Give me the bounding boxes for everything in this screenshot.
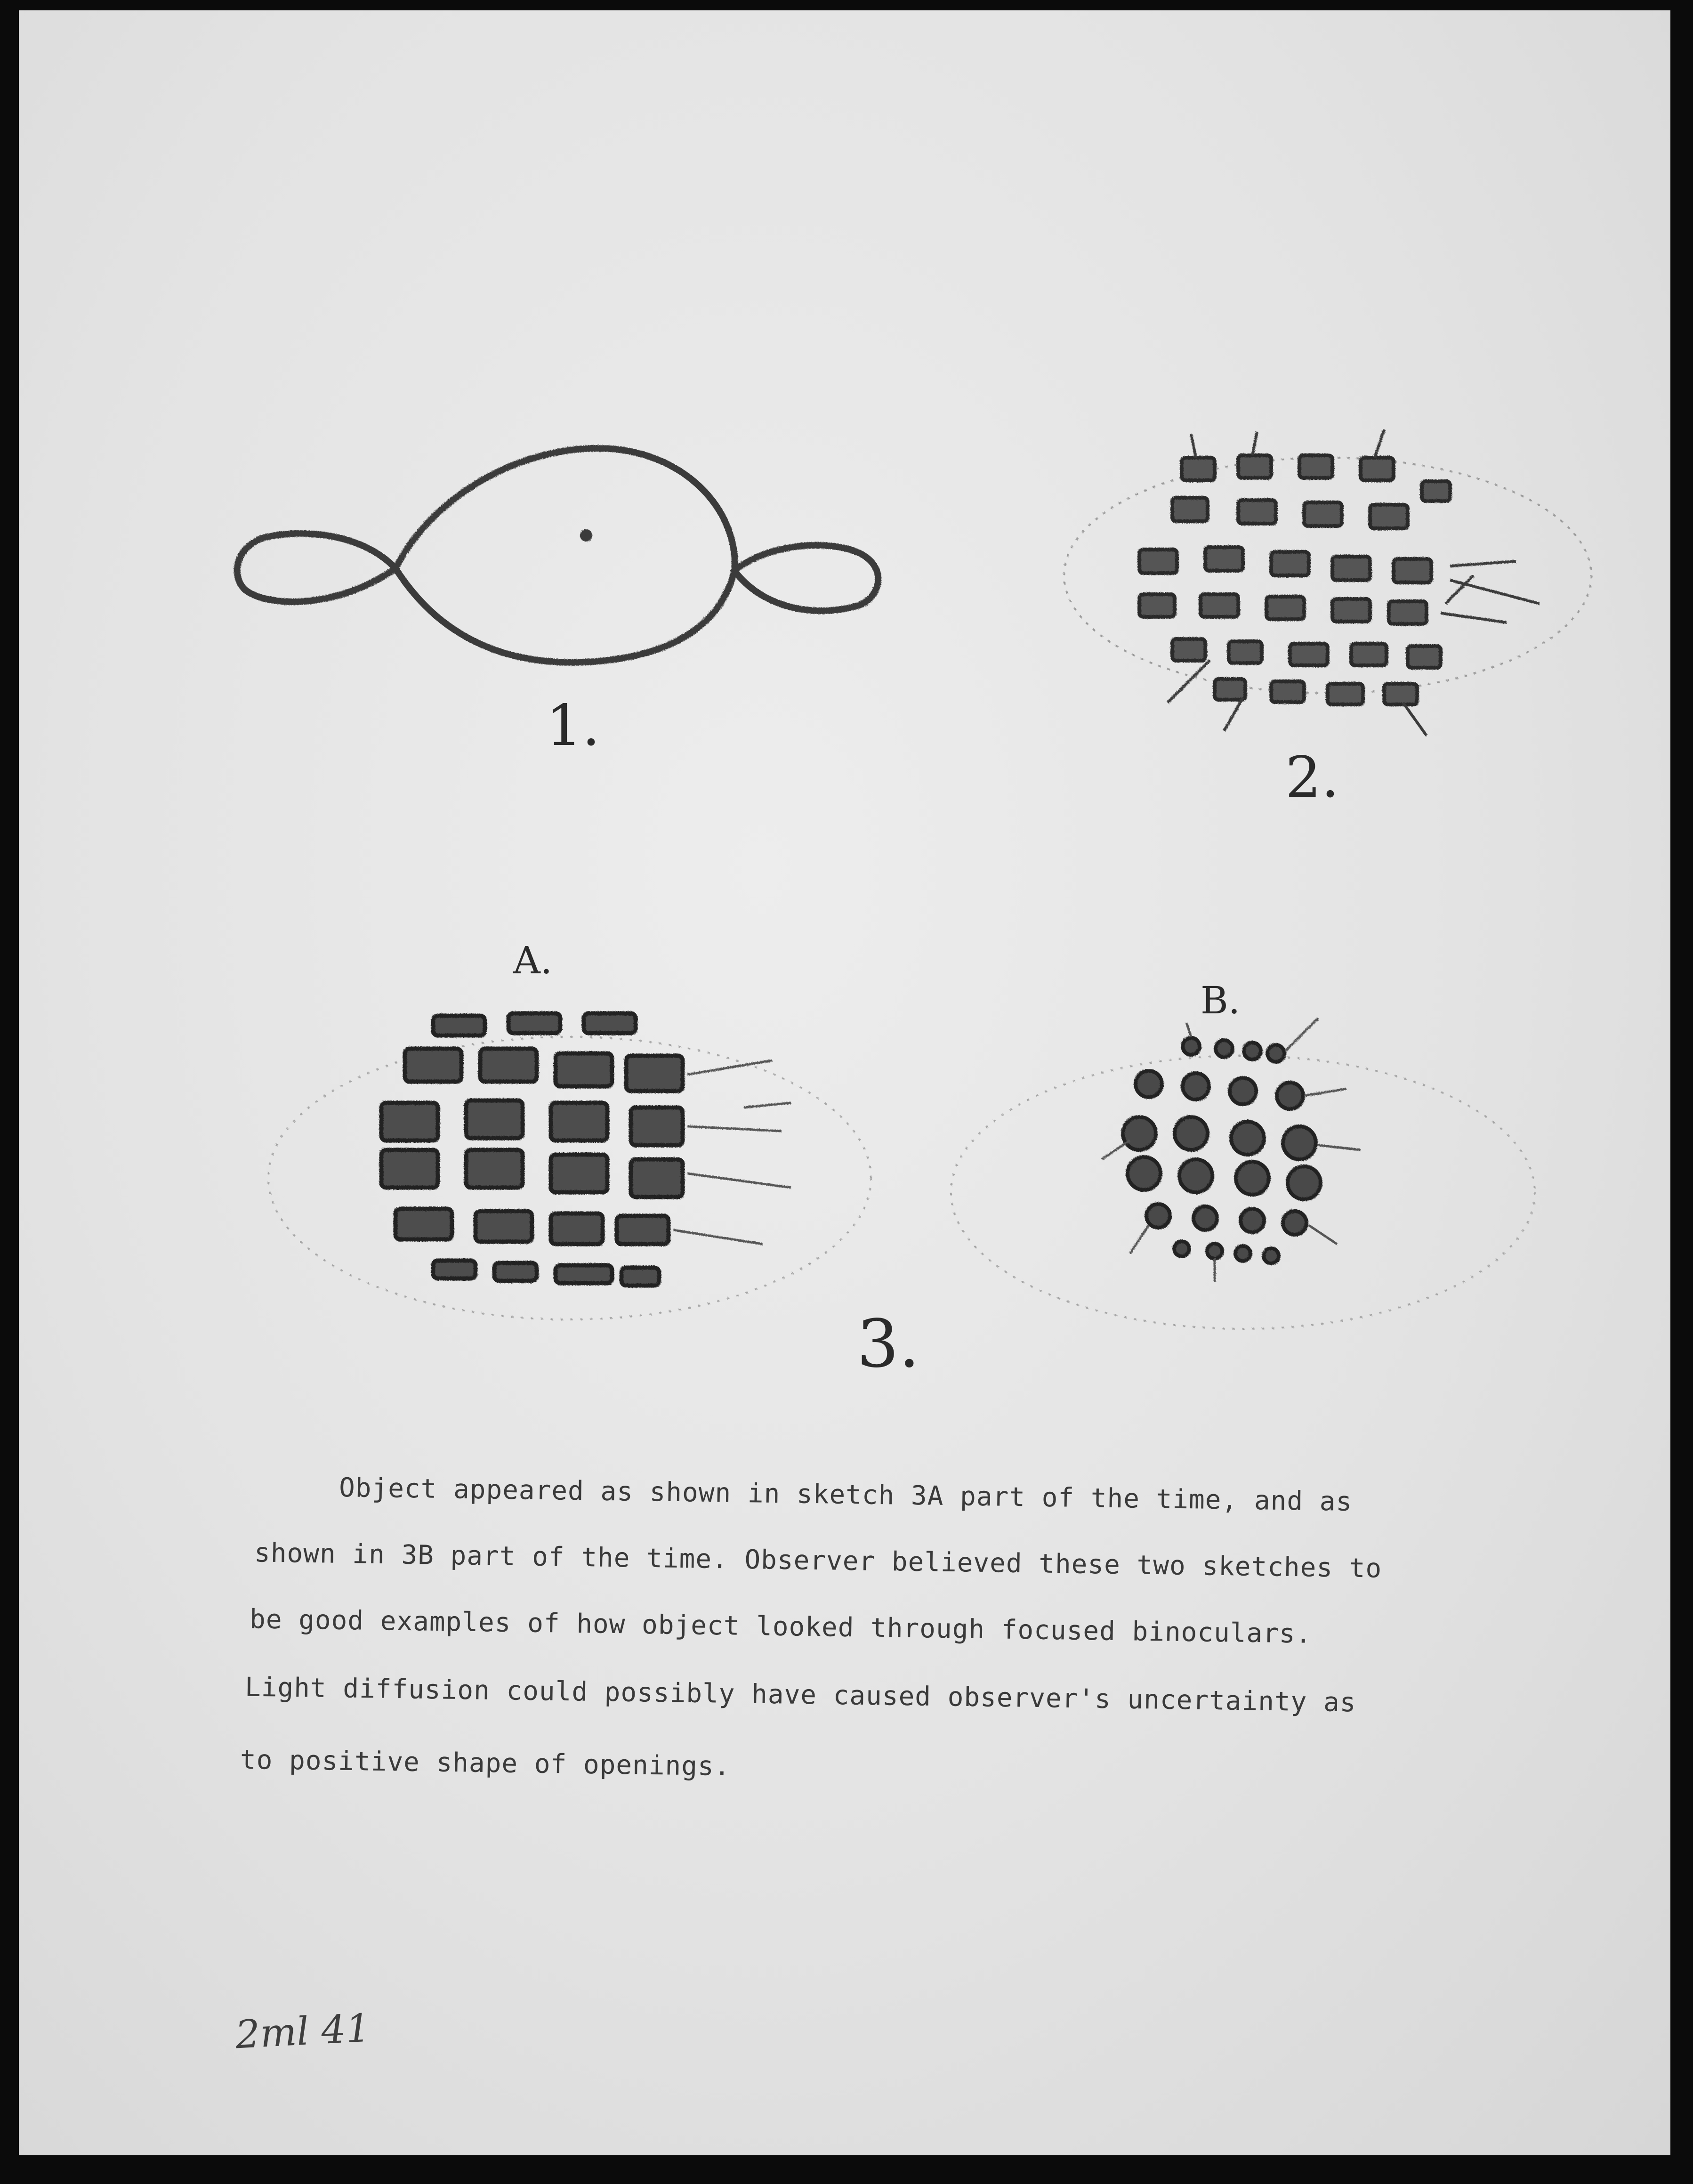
caption-line-3: be good examples of how object looked through focused binoculars. bbox=[249, 1604, 1312, 1650]
figure-label-3a: A. bbox=[513, 938, 553, 982]
paper-sheet bbox=[19, 10, 1670, 2155]
sketch-2-object bbox=[1064, 429, 1591, 736]
figure-label-2: 2. bbox=[1285, 745, 1339, 810]
caption-line-4: Light diffusion could possibly have caused observer's uncertainty as bbox=[244, 1672, 1356, 1718]
scan-border-bottom bbox=[0, 2155, 1693, 2184]
caption-line-2: shown in 3B part of the time. Observer believed these two sketches to bbox=[254, 1537, 1382, 1584]
figure-label-1: 1. bbox=[546, 693, 600, 759]
sketch-1-object bbox=[237, 448, 879, 663]
figure-label-3: 3. bbox=[857, 1306, 920, 1383]
handwritten-note: 2ml 41 bbox=[234, 2006, 371, 2058]
sketch-3b-object bbox=[951, 1018, 1535, 1329]
figure-label-3b: B. bbox=[1201, 979, 1241, 1022]
sketch-3a-object bbox=[268, 1013, 871, 1319]
sketch-figures bbox=[19, 10, 1670, 2155]
caption-line-1: Object appeared as shown in sketch 3A part of the time, and as bbox=[339, 1472, 1353, 1518]
caption-line-5: to positive shape of openings. bbox=[240, 1744, 731, 1782]
